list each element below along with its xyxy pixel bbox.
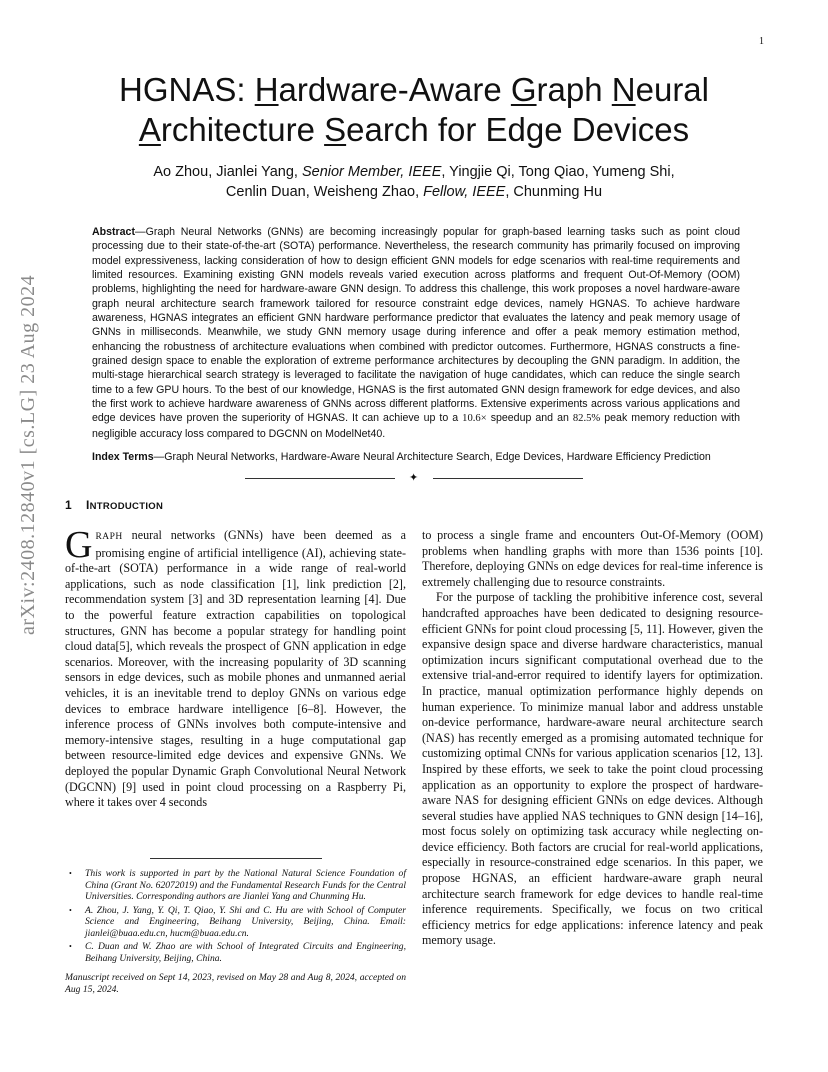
footnote-item [69,868,406,903]
footnote-rule [150,858,322,859]
divider-rule-right [433,478,583,479]
abstract-text: —Graph Neural Networks (GNNs) are becoming increasingly popular for graph-based learning tasks such as point cloud processing due to their state-of-the-art (SOTA) performance. Nevertheless, the research community has primarily focused on improving model expressiveness, lacking consideration of how to design efficient GNN models for edge scenarios with real-time requirements and limited resources. Examining existing GNN models reveals varied execution across platforms and frequent Out-Of-Memory (OOM) problems, highlighting the need for hardware-aware GNN design. To address this challenge, this work proposes a novel hardware-aware graph neural architecture search framework tailored for resource constraint edge devices, namely HGNAS. To achieve hardware awareness, HGNAS integrates an efficient GNN hardware performance predictor that evaluates the latency and peak memory usage of GNNs in milliseconds. Meanwhile, we study GNN memory usage during inference and offer a peak memory estimation method, enhancing the robustness of architecture evaluations when combined with predictor outcomes. Furthermore, HGNAS constructs a fine-grained design space to enable the exploration of extreme performance architectures by decoupling the GNN paradigm. In addition, the multi-stage hierarchical search strategy is leveraged to facilitate the navigation of huge candidates, which can reduce the single search time to a few GPU hours. To the best of our knowledge, HGNAS is the first automated GNN design framework for edge devices, and also the first work to achieve hardware awareness of GNNs across different platforms. Extensive experiments across various applications and edge devices have proven the superiority of HGNAS. It can achieve up to a [92,226,740,425]
index-terms [92,450,740,464]
author-names: Cenlin Duan, Weisheng Zhao, [225,184,424,200]
abstract-label: Abstract [92,226,135,238]
title-text: ardware-Aware [278,71,511,108]
abstract-speedup-value: 10.6× [462,413,487,425]
title-text: earch for Edge Devices [346,111,690,148]
author-membership: Senior Member, IEEE [301,164,442,180]
footnote-text: A. Zhou, J. Yang, Y. Qi, T. Qiao, Y. Shi and C. Hu are with School of Computer Science and Engineering, Beihang University, Beijing, China. Email: jianlei@buaa.edu.cn, hucm@buaa.edu.cn. [85,904,406,939]
title-text: HGNAS: [119,71,255,108]
arxiv-identifier-stamp: arXiv:2408.12840v1 [cs.LG] 23 Aug 2024 [17,274,39,635]
section-divider [245,472,583,484]
section-title-initial: I [85,498,90,512]
abstract-memory-value: 82.5% [572,413,601,425]
bullet-icon: • [69,905,72,915]
divider-diamond-icon: ✦ [409,472,419,484]
bullet-icon: • [69,869,72,878]
title-underlined-letter: A [138,111,161,148]
author-names: , Chunming Hu [505,184,603,200]
abstract [92,225,740,441]
bullet-icon: • [69,942,72,951]
paper-title [84,70,744,150]
footnote-text: This work is supported in part by the National Natural Science Foundation of China (Grant No. 62072019) and the Fundamental Research Funds for the Central Universities. Corresponding authors are Jianlei Yang and Chunming Hu. [85,868,406,902]
author-membership: Fellow, IEEE [423,184,506,200]
section-heading [65,498,163,512]
small-caps-lead: RAPH [95,532,123,542]
title-underlined-letter: G [510,71,537,108]
author-line-1 [100,162,728,182]
abstract-text: peak memory reduction with negligible accuracy loss compared to DGCNN on ModelNet40. [92,412,740,440]
title-text: eural [635,71,709,108]
title-text: raph [536,71,612,108]
index-terms-text: —Graph Neural Networks, Hardware-Aware Neural Architecture Search, Edge Devices, Hardware Efficiency Prediction [153,451,711,463]
section-number: 1 [65,498,72,512]
paragraph: For the purpose of tackling the prohibitive inference cost, several handcrafted approaches have been dedicated to designing resource-efficient GNNs for point cloud processing [5, 11]. However, given the expansive design space and diverse hardware characteristics, manual optimization incurs significant computational overhead due to the extensive trial-and-error required to identify layers for optimization. In practice, manual optimization performance highly depends on human experience. To minimize manual labor and address unstable on-device performance, hardware-aware neural architecture search (NAS) has recently emerged as a promising automated technique for customizing optimal CNNs for various application scenarios [12, 13]. Inspired by these efforts, we seek to take the point cloud processing application as an opportunity to explore the prospect of hardware-aware NAS for designing efficient GNNs on edge devices. Although several studies have applied NAS techniques to GNN design [14–16], most focus solely on optimizing task accuracy while neglecting on-device efficiency. Both factors are crucial for real-world applications, especially in resource-constrained edge scenarios. In this paper, we propose HGNAS, an efficient hardware-aware graph neural architecture search framework for edge devices to handle real-time inference requirements. Specifically, we focus on two critical efficiency metrics for edge applications: inference latency and peak memory usage. [422,590,763,948]
index-terms-label: Index Terms [92,451,154,463]
footnote-text: C. Duan and W. Zhao are with School of Integrated Circuits and Engineering, Beihang University, Beijing, China. [85,941,406,964]
author-names: , Yingjie Qi, Tong Qiao, Yumeng Shi, [441,164,675,180]
paragraph-text: neural networks (GNNs) have been deemed as a promising engine of artificial intelligence (AI), achieving state-of-the-art (SOTA) performance in a wide range of real-world applications, such as node classification [1], link prediction [2], recommendation system [3] and 3D representation learning [4]. Due to the powerful feature extraction capabilities on topological structures, GNN has become a popular strategy for handling point cloud data[5], which reveals the prospect of GNN application in edge scenarios. Moreover, with the increasing popularity of 3D scanning sensors in edge devices, such as mobile phones and unmanned aerial vehicles, it is an inevitable trend to deploy GNNs on various edge devices to embrace hardware intelligence [6–8]. However, the inference process of GNNs involves both compute-intensive and memory-intensive stages, resulting in a huge computational gap between resource-limited edge devices and expensive GNNs. We deployed the popular Dynamic Graph Convolutional Neural Network (DGCNN) [9] used in point cloud processing on a Raspberry Pi, where it takes over 4 seconds [65,528,406,810]
title-underlined-letter: S [324,111,347,148]
footnote-list [65,868,406,964]
footnote-item [69,904,406,940]
body-column-left [65,524,406,811]
title-text: rchitecture [160,111,325,148]
drop-cap: G [65,524,93,566]
footnote-item [69,941,406,964]
divider-rule-left [245,478,395,479]
body-column-right [422,528,763,949]
author-list [100,162,728,202]
paragraph [65,524,406,811]
paragraph: to process a single frame and encounters Out-Of-Memory (OOM) problems when handling graphs with more than 1536 points [10]. Therefore, deploying GNNs on edge devices for real-time inference is extremely challenging due to resource constraints. [422,528,763,589]
page-number: 1 [759,36,764,47]
manuscript-history: Manuscript received on Sept 14, 2023, revised on May 28 and Aug 8, 2024, accepted on Aug 15, 2024. [65,972,406,995]
footnotes [65,868,406,995]
title-underlined-letter: N [611,71,636,108]
title-line-1 [84,70,744,110]
author-names: Ao Zhou, Jianlei Yang, [153,164,302,180]
title-underlined-letter: H [254,71,279,108]
title-line-2 [84,110,744,150]
abstract-text: speedup and an [486,412,573,425]
section-title-rest: NTRODUCTION [89,501,164,512]
author-line-2 [100,182,728,202]
